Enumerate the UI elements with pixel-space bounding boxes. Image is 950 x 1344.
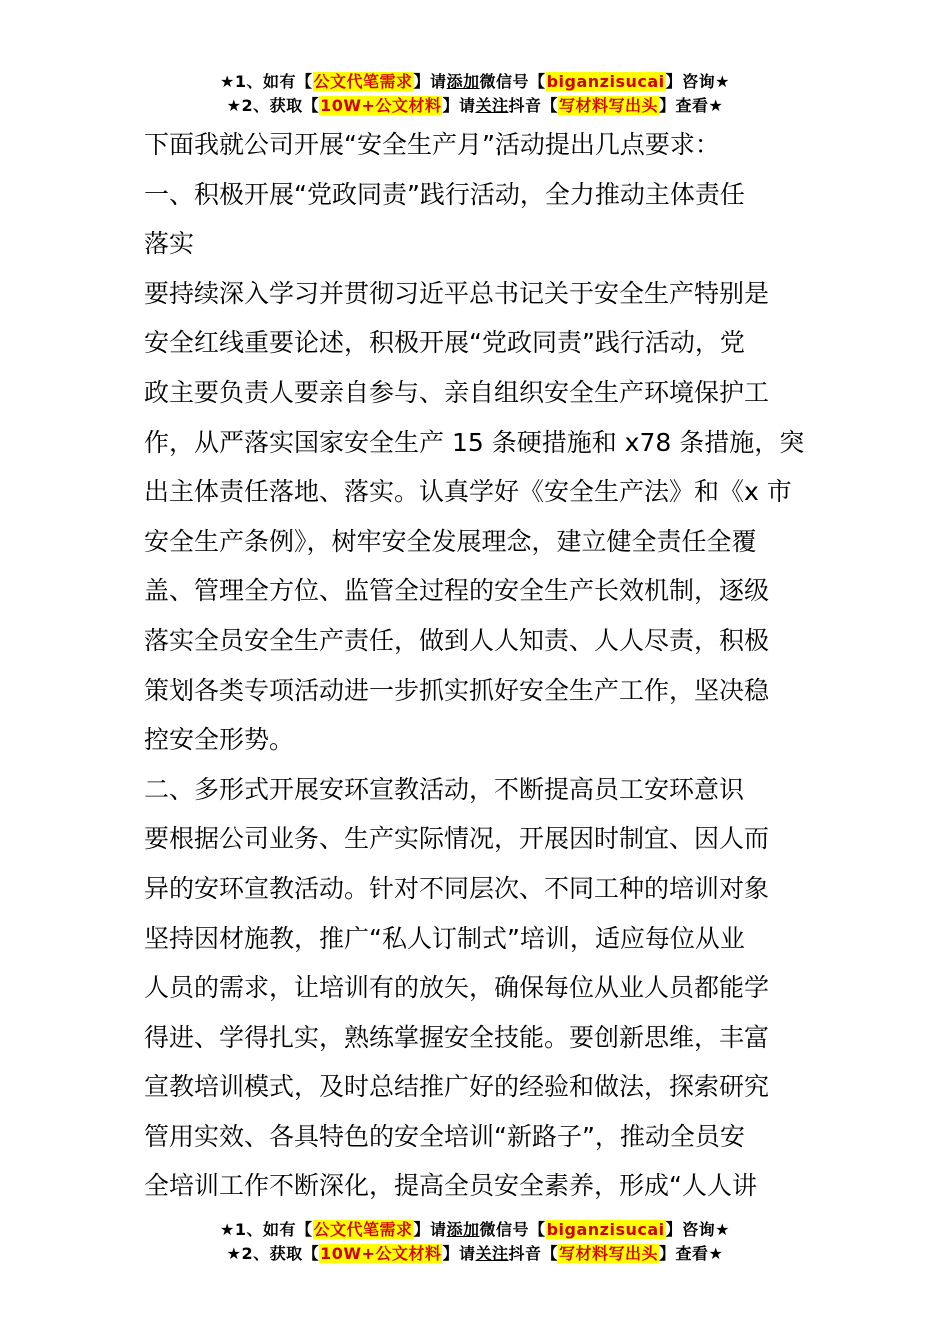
promo-text: ★1、如有【 <box>220 72 313 91</box>
text-line: 全培训工作不断深化，提高全员安全素养，形成“人人讲 <box>144 1171 757 1201</box>
promo-underline: 关注 <box>475 96 509 115</box>
promo-underline: 添加 <box>446 1220 480 1239</box>
promo-highlight: 10W+公文材料 <box>320 96 442 115</box>
promo-text: 】请 <box>442 1244 476 1263</box>
promo-text: 抖音【 <box>508 1244 558 1263</box>
promo-text: 】请 <box>413 1220 447 1239</box>
text-line: 落实全员安全生产责任，做到人人知责、人人尽责，积极 <box>144 625 770 655</box>
promo-highlight: 公文代笔需求 <box>313 1220 413 1239</box>
text-line: 人员的需求，让培训有的放矢，确保每位从业人员都能学 <box>144 973 770 1003</box>
promo-text: ★2、获取【 <box>226 96 320 115</box>
text-line: 安全红线重要论述，积极开展“党政同责”践行活动，党 <box>144 328 745 358</box>
text-line: 政主要负责人要亲自参与、亲自组织安全生产环境保护工 <box>144 377 770 407</box>
promo-text: 】查看★ <box>659 1244 724 1263</box>
promo-line-2 <box>0 94 950 118</box>
section-heading: 二、多形式开展安环宣教活动，不断提高员工安环意识 <box>144 774 745 804</box>
promo-text: 抖音【 <box>508 96 558 115</box>
document-body <box>144 120 810 1211</box>
text-line: 得进、学得扎实，熟练掌握安全技能。要创新思维，丰富 <box>144 1022 770 1052</box>
text-line: 安全生产条例》，树牢安全发展理念，建立健全责任全覆 <box>144 526 757 556</box>
section-heading: 一、积极开展“党政同责”践行活动，全力推动主体责任 <box>144 179 745 209</box>
promo-line-1 <box>0 1218 950 1242</box>
promo-text: 】查看★ <box>659 96 724 115</box>
promo-highlight: 10W+公文材料 <box>320 1244 442 1263</box>
promo-header <box>0 70 950 118</box>
promo-highlight: 公文代笔需求 <box>313 72 413 91</box>
text-line: 盖、管理全方位、监管全过程的安全生产长效机制，逐级 <box>144 576 770 606</box>
promo-text: 微信号【 <box>479 1220 546 1239</box>
text-line: 坚持因材施教，推广“私人订制式”培训，适应每位从业 <box>144 923 745 953</box>
text-line: 出主体责任落地、落实。认真学好《安全生产法》和《x 市 <box>144 477 792 507</box>
text-line: 要根据公司业务、生产实际情况，开展因时制宜、因人而 <box>144 824 770 854</box>
promo-highlight: biganzisucai <box>546 72 665 91</box>
promo-footer <box>0 1218 950 1266</box>
text-line: 控安全形势。 <box>144 725 295 755</box>
text-line: 异的安环宣教活动。针对不同层次、不同工种的培训对象 <box>144 873 770 903</box>
promo-text: ★2、获取【 <box>226 1244 320 1263</box>
section-heading: 落实 <box>144 229 195 259</box>
promo-text: 】请 <box>413 72 447 91</box>
promo-text: ★1、如有【 <box>220 1220 313 1239</box>
text-line: 下面我就公司开展“安全生产月”活动提出几点要求： <box>144 130 720 159</box>
promo-text: 微信号【 <box>479 72 546 91</box>
promo-highlight: biganzisucai <box>546 1220 665 1239</box>
promo-highlight: 写材料写出头 <box>558 1244 658 1263</box>
promo-underline: 关注 <box>475 1244 509 1263</box>
promo-text: 】咨询★ <box>665 72 730 91</box>
text-line: 要持续深入学习并贯彻习近平总书记关于安全生产特别是 <box>144 278 770 308</box>
promo-highlight: 写材料写出头 <box>558 96 658 115</box>
text-line: 作，从严落实国家安全生产 15 条硬措施和 x78 条措施，突 <box>144 427 805 457</box>
text-line: 管用实效、各具特色的安全培训“新路子”，推动全员安 <box>144 1121 745 1151</box>
promo-text: 】请 <box>442 96 476 115</box>
promo-text: 】咨询★ <box>665 1220 730 1239</box>
promo-line-2 <box>0 1242 950 1266</box>
text-line: 宣教培训模式，及时总结推广好的经验和做法，探索研究 <box>144 1072 770 1102</box>
promo-underline: 添加 <box>446 72 480 91</box>
promo-line-1 <box>0 70 950 94</box>
text-line: 策划各类专项活动进一步抓实抓好安全生产工作，坚决稳 <box>144 675 770 705</box>
